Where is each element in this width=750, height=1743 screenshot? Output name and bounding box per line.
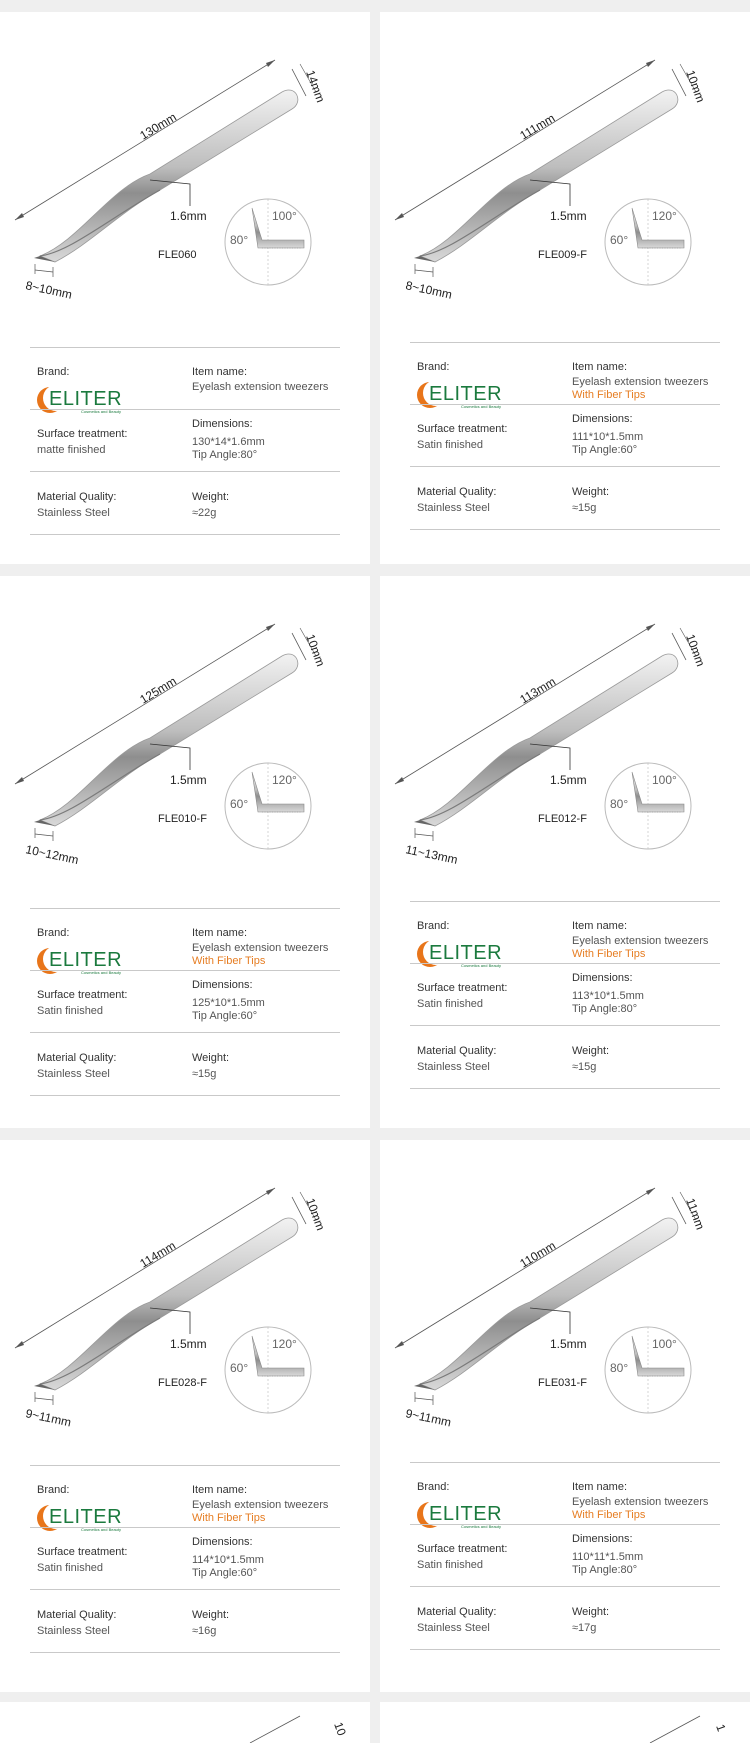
dimensions-value: 111*10*1.5mm [572,431,644,443]
tweezer-drawing [0,1140,370,1440]
eliter-logo: ELITER Cosmetics and Beauty [37,387,127,417]
angle-top-label: 120° [272,1337,297,1351]
surface-label: Surface treatment: [417,1543,508,1555]
spec-table [30,1465,340,1655]
dimensions-label: Dimensions: [192,418,253,430]
tweezer-drawing [380,576,750,876]
fiber-tips-note: With Fiber Tips [572,1509,646,1521]
tip-length-label: 11~13mm [404,842,459,867]
tip-length-label: 9~11mm [24,1406,73,1430]
partial-width-label: 1 [713,1722,729,1734]
thickness-label: 1.5mm [550,1337,587,1351]
product-card [0,12,370,564]
spec-table [30,908,340,1098]
item-name-label: Item name: [572,1481,628,1493]
material-label: Material Quality: [37,1609,117,1621]
material-label: Material Quality: [37,1052,117,1064]
dimensions-label: Dimensions: [192,979,253,991]
material-label: Material Quality: [417,486,497,498]
brand-label: Brand: [417,1481,450,1493]
weight-value: ≈15g [192,1068,217,1080]
tweezer-drawing [0,12,370,312]
item-name-label: Item name: [192,927,248,939]
surface-value: Satin finished [417,439,484,451]
fiber-tips-note: With Fiber Tips [192,1512,266,1524]
length-label: 111mm [517,110,558,143]
dimensions-value: 110*11*1.5mm [572,1551,644,1563]
dimensions-value: 130*14*1.6mm [192,436,265,448]
partial-card-left [0,1702,370,1743]
weight-label: Weight: [192,491,230,503]
thickness-label: 1.5mm [170,773,207,787]
material-label: Material Quality: [37,491,117,503]
brand-label: Brand: [417,920,450,932]
tip-angle-value: Tip Angle:60° [192,1010,258,1022]
tweezer-diagram [380,12,750,312]
surface-label: Surface treatment: [37,989,128,1001]
product-card [0,1140,370,1692]
product-card [0,576,370,1128]
model-number: FLE031-F [538,1377,587,1389]
angle-top-label: 100° [272,209,297,223]
dimensions-label: Dimensions: [572,972,633,984]
weight-value: ≈15g [572,502,597,514]
weight-value: ≈16g [192,1625,217,1637]
eliter-logo: ELITER Cosmetics and Beauty [37,1505,127,1535]
weight-value: ≈17g [572,1622,597,1634]
item-name-label: Item name: [192,1484,248,1496]
tweezer-drawing [380,12,750,312]
dimensions-value: 125*10*1.5mm [192,997,265,1009]
angle-side-label: 60° [230,797,249,811]
width-label: 10mm [683,632,708,669]
brand-label: Brand: [37,927,70,939]
tweezer-diagram [380,1140,750,1440]
item-name-label: Item name: [572,361,628,373]
weight-label: Weight: [572,1045,610,1057]
dimensions-label: Dimensions: [192,1536,253,1548]
tweezer-diagram [0,12,370,312]
brand-label: Brand: [417,361,450,373]
tip-angle-value: Tip Angle:60° [572,444,638,456]
thickness-label: 1.6mm [170,209,207,223]
length-label: 130mm [137,109,179,143]
eliter-logo: ELITER Cosmetics and Beauty [417,1502,507,1532]
eliter-logo: ELITER Cosmetics and Beauty [417,941,507,971]
brand-label: Brand: [37,366,70,378]
angle-top-label: 120° [652,209,677,223]
fiber-tips-note: With Fiber Tips [572,389,646,401]
length-label: 114mm [137,1238,179,1271]
angle-top-label: 100° [652,773,677,787]
surface-label: Surface treatment: [417,423,508,435]
model-number: FLE060 [158,249,197,261]
spec-table [410,342,720,532]
tip-length-label: 9~11mm [404,1406,453,1430]
surface-value: matte finished [37,444,106,456]
tip-angle-value: Tip Angle:60° [192,1567,258,1579]
width-label: 10mm [683,68,708,105]
product-card [380,1140,750,1692]
angle-side-label: 80° [230,233,249,247]
width-label: 10mm [303,1196,328,1233]
item-name-value: Eyelash extension tweezers [192,1499,329,1511]
length-label: 125mm [137,673,179,707]
width-label: 14mm [303,68,328,105]
material-value: Stainless Steel [37,1068,110,1080]
tip-length-label: 8~10mm [404,278,454,302]
tip-angle-value: Tip Angle:80° [572,1003,638,1015]
thickness-label: 1.5mm [550,773,587,787]
thickness-label: 1.5mm [170,1337,207,1351]
item-name-label: Item name: [572,920,628,932]
tweezer-diagram [0,576,370,876]
weight-value: ≈22g [192,507,217,519]
model-number: FLE028-F [158,1377,207,1389]
material-value: Stainless Steel [37,1625,110,1637]
item-name-value: Eyelash extension tweezers [192,942,329,954]
tip-angle-value: Tip Angle:80° [572,1564,638,1576]
fiber-tips-note: With Fiber Tips [192,955,266,967]
tweezer-drawing [0,576,370,876]
width-label: 11mm [683,1196,708,1232]
material-value: Stainless Steel [417,1061,490,1073]
weight-label: Weight: [192,1052,230,1064]
partial-width-label: 10 [331,1720,349,1738]
surface-label: Surface treatment: [417,982,508,994]
item-name-value: Eyelash extension tweezers [192,381,329,393]
item-name-value: Eyelash extension tweezers [572,1496,709,1508]
surface-value: Satin finished [417,1559,484,1571]
weight-value: ≈15g [572,1061,597,1073]
spec-table [410,1462,720,1652]
length-label: 113mm [517,674,559,707]
surface-label: Surface treatment: [37,1546,128,1558]
tweezer-diagram [380,576,750,876]
material-value: Stainless Steel [37,507,110,519]
dimensions-value: 114*10*1.5mm [192,1554,264,1566]
dimensions-label: Dimensions: [572,1533,633,1545]
tip-angle-value: Tip Angle:80° [192,449,258,461]
brand-label: Brand: [37,1484,70,1496]
surface-value: Satin finished [417,998,484,1010]
item-name-label: Item name: [192,366,248,378]
material-value: Stainless Steel [417,502,490,514]
eliter-logo: ELITER Cosmetics and Beauty [417,382,507,412]
material-label: Material Quality: [417,1606,497,1618]
surface-value: Satin finished [37,1005,104,1017]
angle-side-label: 60° [610,233,629,247]
weight-label: Weight: [572,1606,610,1618]
model-number: FLE009-F [538,249,587,261]
product-card [380,12,750,564]
length-label: 110mm [517,1238,559,1271]
material-label: Material Quality: [417,1045,497,1057]
thickness-label: 1.5mm [550,209,587,223]
fiber-tips-note: With Fiber Tips [572,948,646,960]
angle-side-label: 60° [230,1361,249,1375]
model-number: FLE010-F [158,813,207,825]
tip-length-label: 10~12mm [24,842,80,868]
angle-top-label: 120° [272,773,297,787]
angle-side-label: 80° [610,1361,629,1375]
angle-side-label: 80° [610,797,629,811]
tweezer-diagram [0,1140,370,1440]
model-number: FLE012-F [538,813,587,825]
weight-label: Weight: [572,486,610,498]
partial-card-right [380,1702,750,1743]
dimensions-value: 113*10*1.5mm [572,990,644,1002]
weight-label: Weight: [192,1609,230,1621]
spec-table [410,901,720,1091]
surface-value: Satin finished [37,1562,104,1574]
eliter-logo: ELITER Cosmetics and Beauty [37,948,127,978]
width-label: 10mm [303,632,328,669]
angle-top-label: 100° [652,1337,677,1351]
item-name-value: Eyelash extension tweezers [572,376,709,388]
material-value: Stainless Steel [417,1622,490,1634]
product-card [380,576,750,1128]
surface-label: Surface treatment: [37,428,128,440]
tweezer-drawing [380,1140,750,1440]
dimensions-label: Dimensions: [572,413,633,425]
item-name-value: Eyelash extension tweezers [572,935,709,947]
tip-length-label: 8~10mm [24,278,74,302]
spec-table [30,347,340,537]
